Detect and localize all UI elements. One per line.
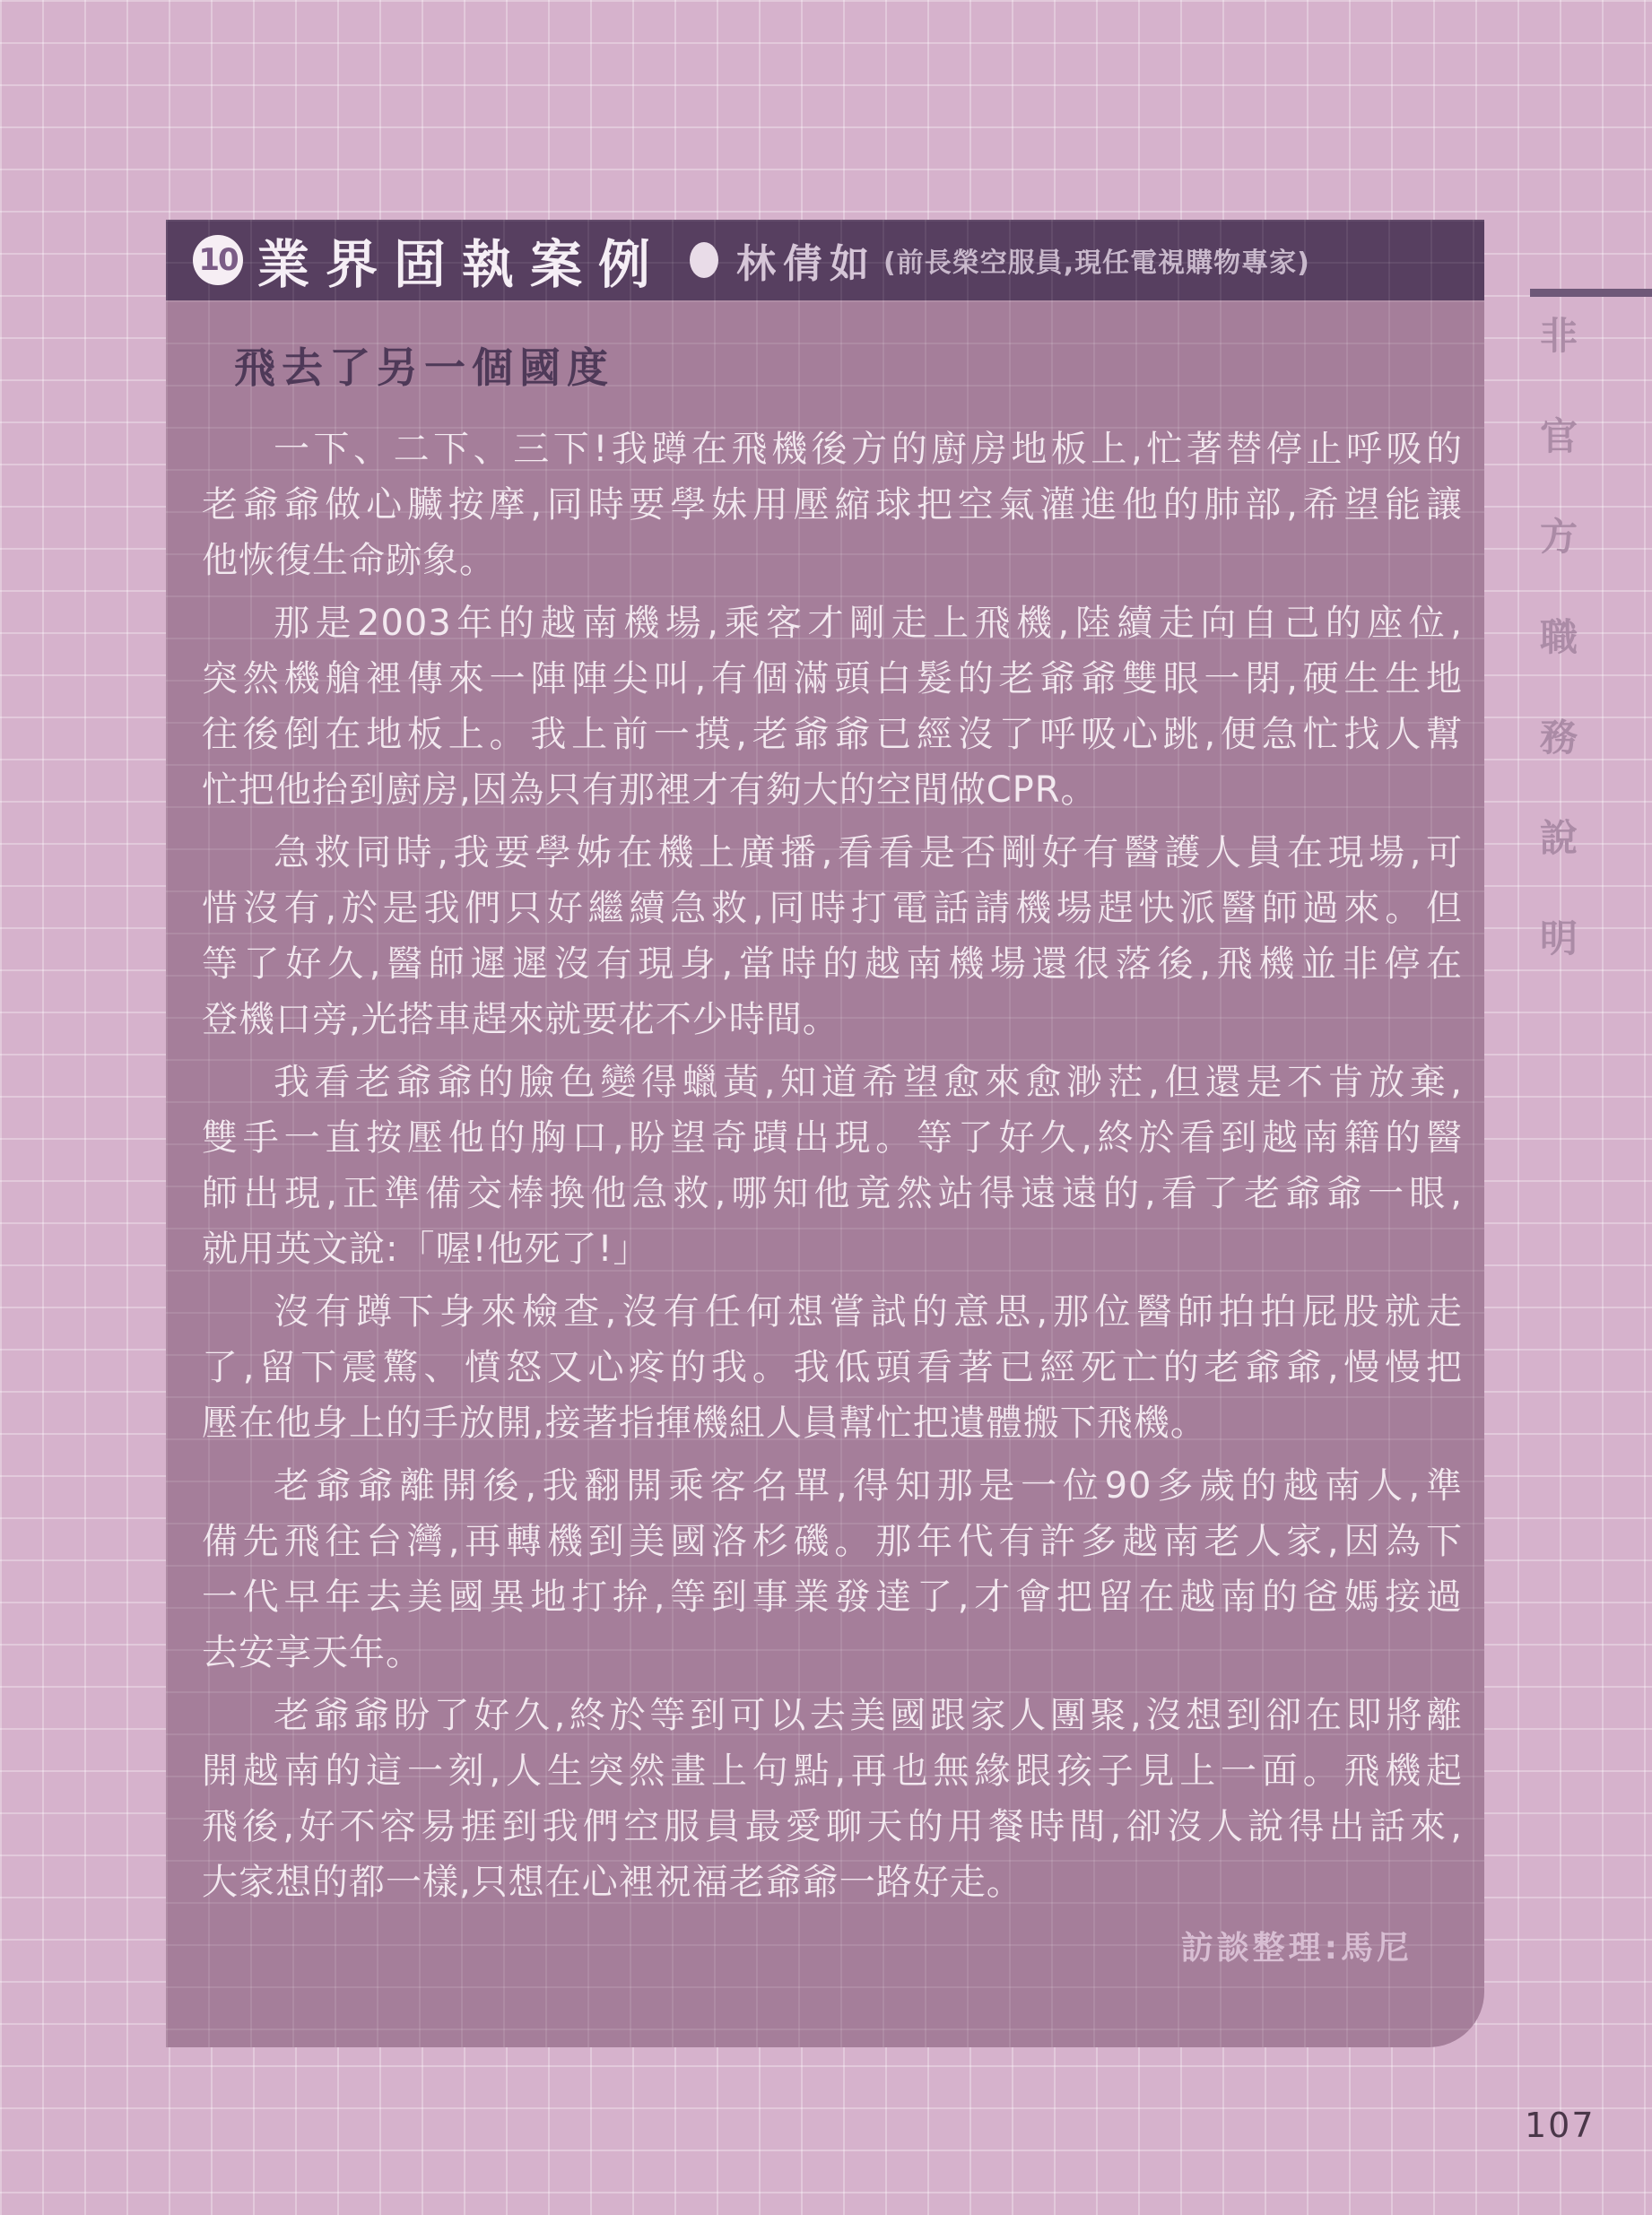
paragraph (202, 421, 1463, 588)
paragraph (202, 1055, 1463, 1277)
text-line: 往後倒在地板上。我上前一摸,老爺爺已經沒了呼吸心跳,便急忙找人幫 (202, 714, 1463, 755)
text-line: 雙手一直按壓他的胸口,盼望奇蹟出現。等了好久,終於看到越南籍的醫 (202, 1117, 1463, 1159)
text-line: 一下、二下、三下!我蹲在飛機後方的廚房地板上,忙著替停止呼吸的 (274, 429, 1463, 470)
text-line: 就用英文說:「喔!他死了!」 (202, 1229, 650, 1270)
text-line: 那是2003年的越南機場,乘客才剛走上飛機,陸續走向自己的座位, (274, 603, 1463, 644)
author-note: (前長榮空服員,現任電視購物專家) (883, 248, 1310, 279)
text-line: 老爺爺做心臟按摩,同時要學妹用壓縮球把空氣灌進他的肺部,希望能讓 (202, 484, 1463, 526)
paragraph (202, 1284, 1463, 1451)
paragraph (202, 595, 1463, 818)
section-title: 業界固執案例 (257, 234, 667, 295)
margin-tab-rule (1530, 289, 1652, 297)
bullet-icon (690, 242, 718, 278)
article-body (202, 421, 1463, 1910)
paragraph (202, 1688, 1463, 1910)
paragraph (202, 1458, 1463, 1681)
text-line: 備先飛往台灣,再轉機到美國洛杉磯。那年代有許多越南老人家,因為下 (202, 1521, 1463, 1562)
text-line: 等了好久,醫師遲遲沒有現身,當時的越南機場還很落後,飛機並非停在 (202, 943, 1463, 985)
text-line: 他恢復生命跡象。 (202, 540, 496, 581)
text-line: 了,留下震驚、憤怒又心疼的我。我低頭看著已經死亡的老爺爺,慢慢把 (202, 1347, 1463, 1388)
section-header-bar (166, 220, 1484, 300)
text-line: 登機口旁,光搭車趕來就要花不少時間。 (202, 999, 839, 1040)
interview-credit: 訪談整理:馬尼 (1180, 1930, 1413, 1967)
case-number: 10 (198, 242, 238, 278)
text-line: 忙把他抬到廚房,因為只有那裡才有夠大的空間做CPR。 (202, 769, 1098, 811)
paragraph (202, 825, 1463, 1047)
article-panel (166, 300, 1484, 2047)
text-line: 老爺爺離開後,我翻開乘客名單,得知那是一位90多歲的越南人,準 (274, 1465, 1463, 1507)
text-line: 師出現,正準備交棒換他急救,哪知他竟然站得遠遠的,看了老爺爺一眼, (202, 1173, 1463, 1214)
chapter-vertical-label: 非官方職務說明 (1535, 316, 1578, 1019)
text-line: 沒有蹲下身來檢查,沒有任何想嘗試的意思,那位醫師拍拍屁股就走 (274, 1291, 1463, 1333)
page-number: 107 (1525, 2106, 1595, 2145)
text-line: 大家想的都一樣,只想在心裡祝福老爺爺一路好走。 (202, 1862, 1023, 1903)
article-title: 飛去了另一個國度 (234, 343, 614, 392)
text-line: 突然機艙裡傳來一陣陣尖叫,有個滿頭白髮的老爺爺雙眼一閉,硬生生地 (202, 658, 1463, 699)
text-line: 一代早年去美國異地打拚,等到事業發達了,才會把留在越南的爸媽接過 (202, 1577, 1463, 1618)
text-line: 壓在他身上的手放開,接著指揮機組人員幫忙把遺體搬下飛機。 (202, 1403, 1207, 1444)
text-line: 我看老爺爺的臉色變得蠟黃,知道希望愈來愈渺茫,但還是不肯放棄, (274, 1062, 1463, 1103)
text-line: 飛後,好不容易捱到我們空服員最愛聊天的用餐時間,卻沒人說得出話來, (202, 1806, 1463, 1847)
text-line: 急救同時,我要學姊在機上廣播,看看是否剛好有醫護人員在現場,可 (274, 832, 1463, 873)
text-line: 去安享天年。 (202, 1632, 422, 1673)
case-number-badge (193, 235, 243, 285)
text-line: 惜沒有,於是我們只好繼續急救,同時打電話請機場趕快派醫師過來。但 (202, 888, 1463, 929)
text-line: 老爺爺盼了好久,終於等到可以去美國跟家人團聚,沒想到卻在即將離 (274, 1695, 1463, 1736)
text-line: 開越南的這一刻,人生突然畫上句點,再也無緣跟孩子見上一面。飛機起 (202, 1750, 1463, 1792)
author-name: 林倩如 (736, 241, 877, 287)
